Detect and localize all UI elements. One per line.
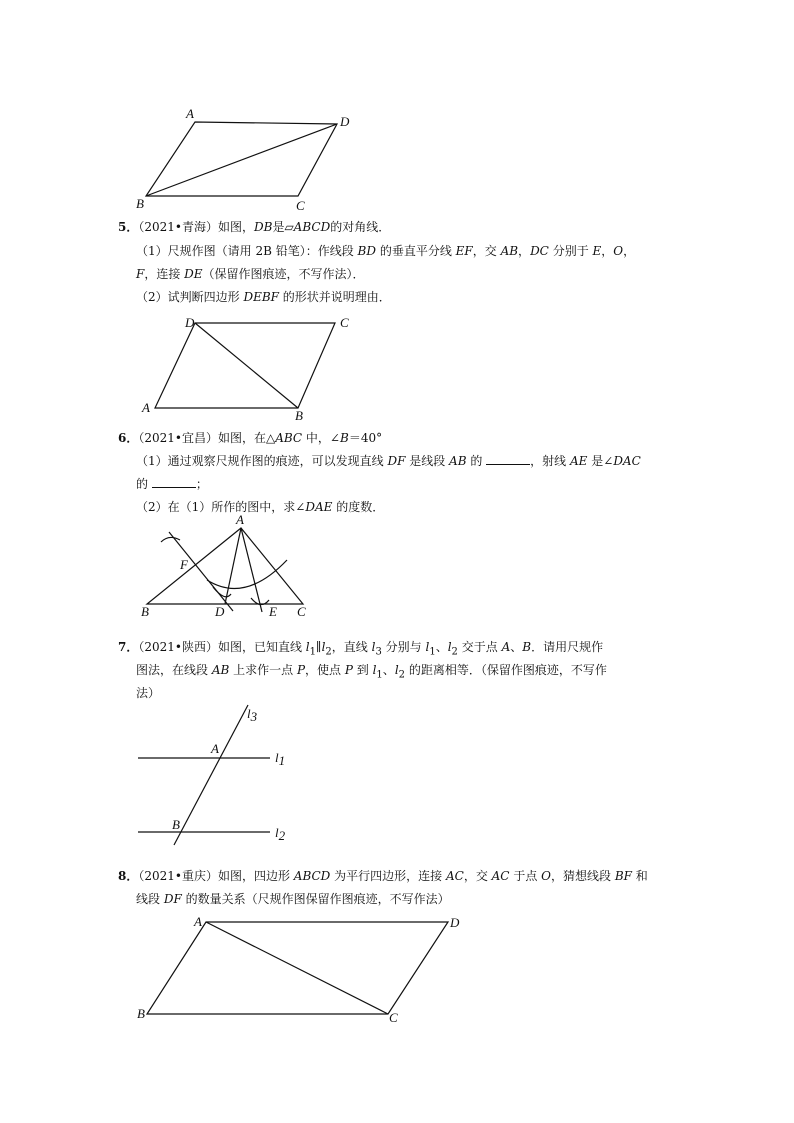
figure-parallelogram-top	[130, 100, 360, 215]
label-b: B	[136, 196, 144, 211]
question-5-part-2: （2）试判断四边形 DEBF 的形状并说明理由．	[136, 290, 391, 304]
question-8-line-1: 8．（2021•重庆）如图，四边形 ABCD 为平行四边形，连接 AC，交 AC 于点 O，猜想线段 BF 和	[118, 869, 648, 883]
label-b: B	[172, 817, 180, 832]
label-d: D	[185, 315, 195, 330]
label-d: D	[215, 604, 225, 619]
line-l3	[174, 705, 248, 845]
label-c: C	[297, 604, 306, 619]
figure-question-8	[130, 912, 470, 1027]
label-c: C	[340, 315, 349, 330]
label-e: E	[269, 604, 277, 619]
label-l2: l2	[275, 825, 286, 843]
figure-question-5	[135, 308, 365, 423]
label-a: A	[186, 106, 194, 121]
question-6-part-2: （2）在（1）所作的图中，求∠DAE 的度数．	[136, 500, 385, 514]
question-5-stem: 5．（2021•青海）如图，DB是▱ABCD的对角线．	[118, 220, 391, 234]
figure-question-7	[130, 700, 300, 850]
label-b: B	[137, 1006, 145, 1021]
label-l3: l3	[247, 706, 258, 724]
answer-blank[interactable]	[152, 475, 196, 488]
label-f: F	[180, 557, 188, 572]
question-5-part-1-cont: F，连接 DE（保留作图痕迹，不写作法）．	[136, 267, 365, 281]
parallelogram-dcba	[155, 323, 335, 408]
question-6-part-1-cont: 的 ；	[136, 477, 208, 491]
diagonal-ac	[206, 922, 388, 1014]
label-a: A	[236, 512, 244, 527]
question-number: 5．	[118, 220, 139, 234]
question-number: 6．	[118, 431, 139, 445]
label-b: B	[141, 604, 149, 619]
diagonal-db	[195, 323, 298, 408]
label-d: D	[450, 915, 460, 930]
label-d: D	[340, 114, 350, 129]
label-c: C	[389, 1010, 398, 1025]
question-number: 8．	[118, 869, 139, 883]
figure-question-6	[135, 512, 325, 622]
line-df	[169, 532, 233, 611]
question-6-stem: 6．（2021•宜昌）如图，在△ABC 中，∠B＝40°	[118, 431, 383, 445]
question-6-part-1: （1）通过观察尺规作图的痕迹，可以发现直线 DF 是线段 AB 的 ，射线 AE 是∠DAC	[136, 454, 641, 468]
label-c: C	[296, 198, 305, 213]
question-5-part-1: （1）尺规作图（请用 2B 铅笔）：作线段 BD 的垂直平分线 EF，交 AB，DC 分别于 E，O，	[136, 244, 636, 258]
question-7-line-2: 图法，在线段 AB 上求作一点 P，使点 P 到 $l_1$、$l_2$ 的距离相等．（保留作图痕迹，不写作	[136, 663, 607, 681]
diagonal-bd	[146, 124, 337, 196]
label-l1: l1	[275, 750, 286, 768]
triangle-abc	[147, 528, 303, 604]
question-8-line-2: 线段 DF 的数量关系（尺规作图保留作图痕迹，不写作法）	[136, 892, 450, 906]
question-number: 7．	[118, 640, 139, 654]
arc-large	[207, 560, 287, 588]
question-7-line-3: 法）	[136, 686, 161, 700]
label-a: A	[211, 741, 219, 756]
question-7-line-1: 7．（2021•陕西）如图，已知直线 $l_1\parallel l_2$，直线 $l_3$ 分别与 $l_1$、$l_2$ 交于点 A、B．请用尺规作	[118, 640, 604, 658]
label-a: A	[194, 914, 202, 929]
label-b: B	[295, 408, 303, 423]
label-a: A	[142, 400, 150, 415]
answer-blank[interactable]	[486, 452, 530, 465]
